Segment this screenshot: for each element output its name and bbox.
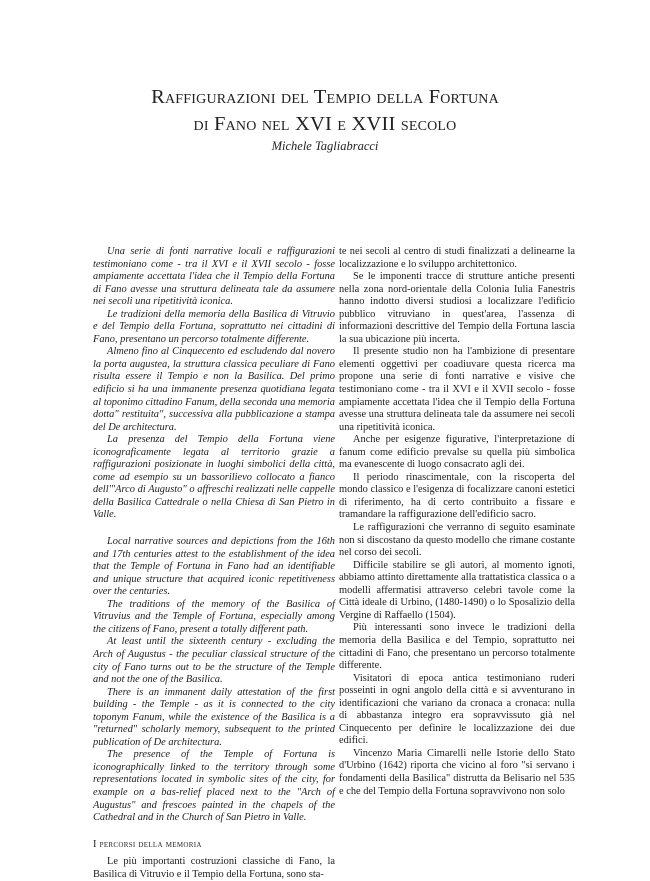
abstract-it-paragraph: Le tradizioni della memoria della Basilica di Vitruvio e del Tempio della Fortuna, soprattutto nei cittadini di Fano, presentano un percorso totalmente differente.: [93, 308, 335, 345]
abstract-en-paragraph: The presence of the Temple of Fortuna is iconographically linked to the territory through some representations located in symbolic sites of the city, for example on a bas-relief placed next to the "Arch of Augustus" and frescoes painted in the chapels of the Cathedral and in the Church of San Pietro in Valle.: [93, 749, 335, 824]
right-column: [339, 246, 575, 798]
abstract-it-paragraph: Una serie di fonti narrative locali e raffigurazioni testimonianо come - tra il XVI e il XVII secolo - fosse ampiamente accettata l'idea che il Tempio della Fortuna di Fano avesse una struttura delineata tale da assumere nei secoli una ripetitività iconica.: [93, 246, 335, 308]
body-paragraph: Vincenzo Maria Cimarelli nelle Istorie dello Stato d'Urbino (1642) riporta che vicino al foro "si servano i fondamenti della Basilica" distrutta da Belisario nel 535 e che del Tempio della Fortuna sopravvivono non solo: [339, 747, 575, 797]
abstract-en-paragraph: Local narrative sources and depictions from the 16th and 17th centuries attest to the establishment of the idea that the Temple of Fortuna in Fano had an identifiable and unique structure that acquired iconic repetitiveness over the centuries.: [93, 536, 335, 598]
abstract-it-paragraph: La presenza del Tempio della Fortuna viene iconograficamente legata al territorio grazie a raffigurazioni posizionate in luoghi simbolici della città, come ad esempio su un bassorilievo collocato a fianco dell'"Arco di Augusto" o affreschi realizzati nelle cappelle della Basilica Cattedrale o nella Chiesa di San Pietro in Valle.: [93, 434, 335, 521]
body-paragraph: Le raffigurazioni che verranno di seguito esaminate non si discostano da questo modello che rimane costante nel corso dei secoli.: [339, 522, 575, 559]
abstract-italian: [93, 246, 335, 522]
abstract-it-paragraph: Almeno fino al Cinquecento ed escludendo dal novero la porta augustea, la struttura classica peculiare di Fano risulta essere il Tempio e non la Basilica. Del primo edificio si ha una immanente presenza quotidiana legata al toponimo cittadino Fanum, della seconda una memoria dotta" restituita", successiva alla pubblicazione a stampa del De architectura.: [93, 346, 335, 433]
abstract-en-paragraph: At least until the sixteenth century - excluding the Arch of Augustus - the peculiar classical structure of the city of Fano turns out to be the structure of the Temple and not the one of the Basilica.: [93, 636, 335, 686]
article-title: [0, 84, 650, 138]
abstract-en-paragraph: The traditions of the memory of the Basilica of Vitruvius and the Temple of Fortuna, especially among the citizens of Fano, present a totally different path.: [93, 598, 335, 635]
title-line-2: di Fano nel XVI e XVII secolo: [193, 113, 457, 135]
body-paragraph: Più interessanti sono invece le tradizioni della memoria della Basilica e del Tempio, soprattutto nei cittadini di Fano, che presentano un percorso totalmente differente.: [339, 622, 575, 672]
body-paragraph: Il periodo rinascimentale, con la riscoperta del mondo classico e l'esigenza di focalizzare canoni estetici di riferimento, ha di certo contribuito a fissare e tramandare la raffigurazione dell'edificio sacro.: [339, 471, 575, 521]
left-column: [93, 246, 335, 881]
title-line-1: Raffigurazioni del Tempio della Fortuna: [151, 86, 499, 108]
body-paragraph: Il presente studio non ha l'ambizione di presentare elementi oggettivi per coadiuvare questa ricerca ma propone una serie di fonti narrative e visive che testimoniano come - tra il XVI e il XVII secolo - fosse ampiamente accettata l'idea che il Tempio della Fortuna avesse una struttura delineata tale da assumere nei secoli una ripetitività iconica.: [339, 346, 575, 433]
author-name: Michele Tagliabracci: [271, 139, 379, 153]
body-paragraph: Anche per esigenze figurative, l'interpretazione di fanum come edificio prevalse su quella più simbolica ma evanescente di luogo consacrato agli dei.: [339, 434, 575, 471]
section-heading: I percorsi della memoria: [93, 838, 202, 850]
body-paragraph: Le più importanti costruzioni classiche di Fano, la Basilica di Vitruvio e il Tempio della Fortuna, sono sta-: [93, 856, 335, 880]
abstract-english: [93, 536, 335, 825]
body-paragraph: Visitatori di epoca antica testimoniano ruderi posseinti in ogni angolo della città e si avventurano in identificazioni che variano da cronaca a cronaca: nulla di abbastanza integro era sopravvissuto già nel Cinquecento per definire le localizzazione dei due edifici.: [339, 672, 575, 747]
body-paragraph: te nei secoli al centro di studi finalizzati a delinearne la localizzazione e lo sviluppo architettonico.: [339, 246, 575, 270]
abstract-en-paragraph: There is an immanent daily attestation of the first building - the Temple - as it is connected to the city toponym Fanum, while the existence of the Basilica is a "returned" scholarly memory, subsequent to the printed publication of De architectura.: [93, 686, 335, 748]
body-paragraph: Se le imponenti tracce di strutture antiche presenti nella zona nord-orientale della Colonia Iulia Fanestris hanno indotto diversi studiosi a localizzare l'edificio pubblico vitruviano in quest'area, l'assenza di informazioni descrittive del Tempio della Fortuna lascia la sua ubicazione più incerta.: [339, 271, 575, 345]
body-paragraph: Difficile stabilire se gli autori, al momento ignoti, abbiamo attinto direttamente alla trattatistica classica o a modelli affermatisi attraverso celebri tavole come la Città ideale di Urbino, (1480-1490) o lo Sposalizio della Vergine di Raffaello (1504).: [339, 559, 575, 621]
